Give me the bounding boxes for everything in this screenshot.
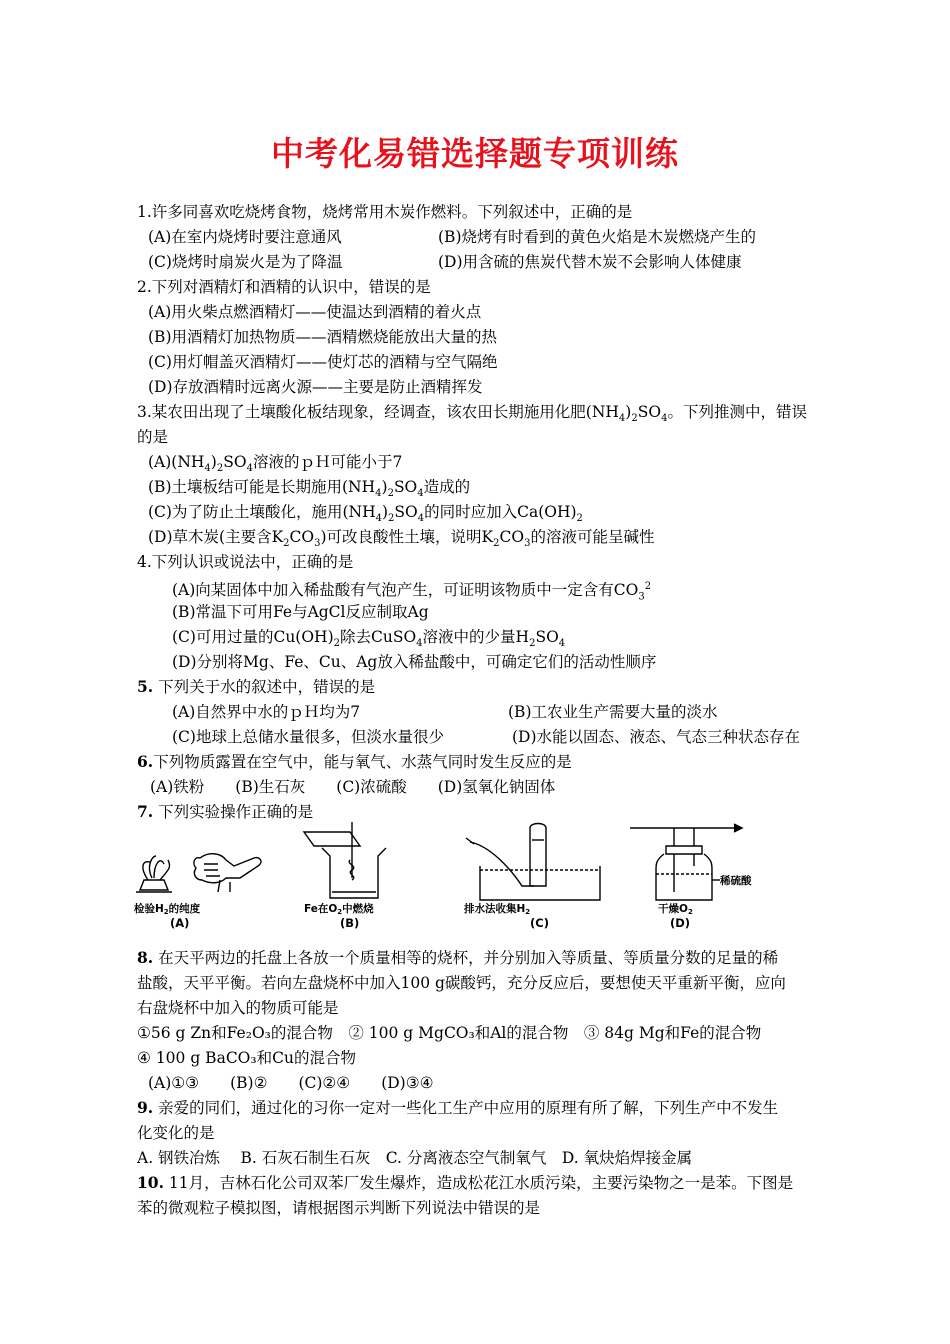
svg-text:检验H2的纯度: 检验H2的纯度 [134,903,201,916]
question-8-line-4: ①56 g Zn和Fe₂O₃的混合物 ② 100 g MgCO₃和Al的混合物 ③ 84g Mg和Fe的混合物 [137,1024,762,1042]
question-9-options: A. 钢铁冶炼 B. 石灰石制生石灰 C. 分离液态空气制氧气 D. 氧炔焰焊接金属 [137,1149,693,1167]
question-10-line-2: 苯的微观粒子模拟图，请根据图示判断下列说法中错误的是 [137,1199,541,1217]
test-tube-hydrogen-figure [130,820,270,920]
figure-d-label: (D) [670,916,691,930]
svg-text:Fe在O2中燃烧: Fe在O2中燃烧 [304,903,374,916]
question-4-option-a: (A)向某固体中加入稀盐酸有气泡产生，可证明该物质中一定含有$CO_3^2$ [172,581,652,603]
question-7-figures [130,820,830,938]
iron-combustion-figure [300,820,410,920]
question-1-option-d: (D)用含硫的焦炭代替木炭不会影响人体健康 [438,253,742,271]
question-1-option-c: (C)烧烤时扇炭火是为了降温 [148,253,343,271]
question-3-option-a: $(A)(NH_4)_2SO_4$溶液的ｐＨ可能小于7 [148,453,403,475]
svg-text:排水法收集H2: 排水法收集H2 [464,903,531,916]
question-5-stem: 5. 下列关于水的叙述中，错误的是 [137,677,376,696]
question-1-stem: 1.许多同喜欢吃烧烤食物，烧烤常用木炭作燃料。下列叙述中，正确的是 [137,203,633,221]
question-5-option-d: (D)水能以固态、液态、气态三种状态存在 [512,728,801,746]
question-10-line-1: 10. 11月，吉林石化公司双苯厂发生爆炸，造成松花江水质污染，主要污染物之一是苯。下图是 [137,1173,794,1192]
question-2-option-b: (B)用酒精灯加热物质——酒精燃烧能放出大量的热 [148,328,497,346]
question-9-line-2: 化变化的是 [137,1124,215,1142]
question-2-option-d: (D)存放酒精时远离火源——主要是防止酒精挥发 [148,378,483,396]
question-2-option-a: (A)用火柴点燃酒精灯——使温达到酒精的着火点 [148,303,482,321]
question-8-line-1: 8. 在天平两边的托盘上各放一个质量相等的烧杯，并分别加入等质量、等质量分数的足量的稀 [137,948,779,967]
question-6-options: (A)铁粉 (B)生石灰 (C)浓硫酸 (D)氢氧化钠固体 [150,778,556,796]
svg-text:稀硫酸: 稀硫酸 [720,875,752,887]
figure-a-label: (A) [170,916,190,930]
question-3-option-d: (D)草木炭(主要含$K_2CO_3$)可改良酸性土壤，说明$K_2CO_3$的溶液可能呈碱性 [148,528,655,550]
question-2-stem: 2.下列对酒精灯和酒精的认识中，错误的是 [137,278,431,296]
question-3-option-c: (C)为了防止土壤酸化，施用$(NH_4)_2SO_4$的同时应加入$Ca(OH)_2$ [148,503,583,525]
gas-drying-bottle-figure [630,820,770,920]
question-3-stem-cont: 的是 [137,428,169,446]
water-displacement-figure [460,820,620,920]
figure-c-label: (C) [530,916,549,930]
svg-text:干燥O2: 干燥O2 [658,903,693,916]
question-6-stem: 6.下列物质露置在空气中，能与氧气、水蒸气同时发生反应的是 [137,752,572,771]
question-8-line-3: 右盘烧杯中加入的物质可能是 [137,999,339,1017]
question-3-option-b: (B)土壤板结可能是长期施用$(NH_4)_2SO_4$造成的 [148,478,471,500]
question-3-stem: 3.某农田出现了土壤酸化板结现象，经调查，该农田长期施用化肥$(NH_4)_2SO_4$。下列推测中，错误 [137,403,807,425]
question-9-line-1: 9. 亲爱的同们，通过化的习你一定对一些化工生产中应用的原理有所了解，下列生产中不发生 [137,1098,779,1117]
question-8-line-2: 盐酸，天平平衡。若向左盘烧杯中加入100 g碳酸钙，充分反应后，要想使天平重新平衡，应向 [137,974,786,992]
question-4-option-c: (C)可用过量的$Cu(OH)_2$除去CuSO$_4$溶液中的少量$H_2SO_4$ [172,628,566,650]
question-4-option-b: (B)常温下可用Fe与AgCl反应制取Ag [172,603,429,621]
question-4-option-d: (D)分别将Mg、Fe、Cu、Ag放入稀盐酸中，可确定它们的活动性顺序 [172,653,657,671]
question-5-option-a: (A)自然界中水的ｐＨ均为7 [172,703,361,721]
question-1-option-b: (B)烧烤有时看到的黄色火焰是木炭燃烧产生的 [438,228,756,246]
question-5-option-b: (B)工农业生产需要大量的淡水 [508,703,718,721]
page-title: 中考化易错选择题专项训练 [271,134,679,173]
question-8-line-5: ④ 100 g BaCO₃和Cu的混合物 [137,1049,356,1067]
question-8-options: (A)①③ (B)② (C)②④ (D)③④ [148,1074,434,1092]
question-4-stem: 4.下列认识或说法中，正确的是 [137,553,354,571]
question-2-option-c: (C)用灯帽盖灭酒精灯——使灯芯的酒精与空气隔绝 [148,353,498,371]
figure-b-label: (B) [340,916,360,930]
question-1-option-a: (A)在室内烧烤时要注意通风 [148,228,342,246]
question-5-option-c: (C)地球上总储水量很多，但淡水量很少 [172,728,444,746]
question-7-stem: 7. 下列实验操作正确的是 [137,802,314,821]
